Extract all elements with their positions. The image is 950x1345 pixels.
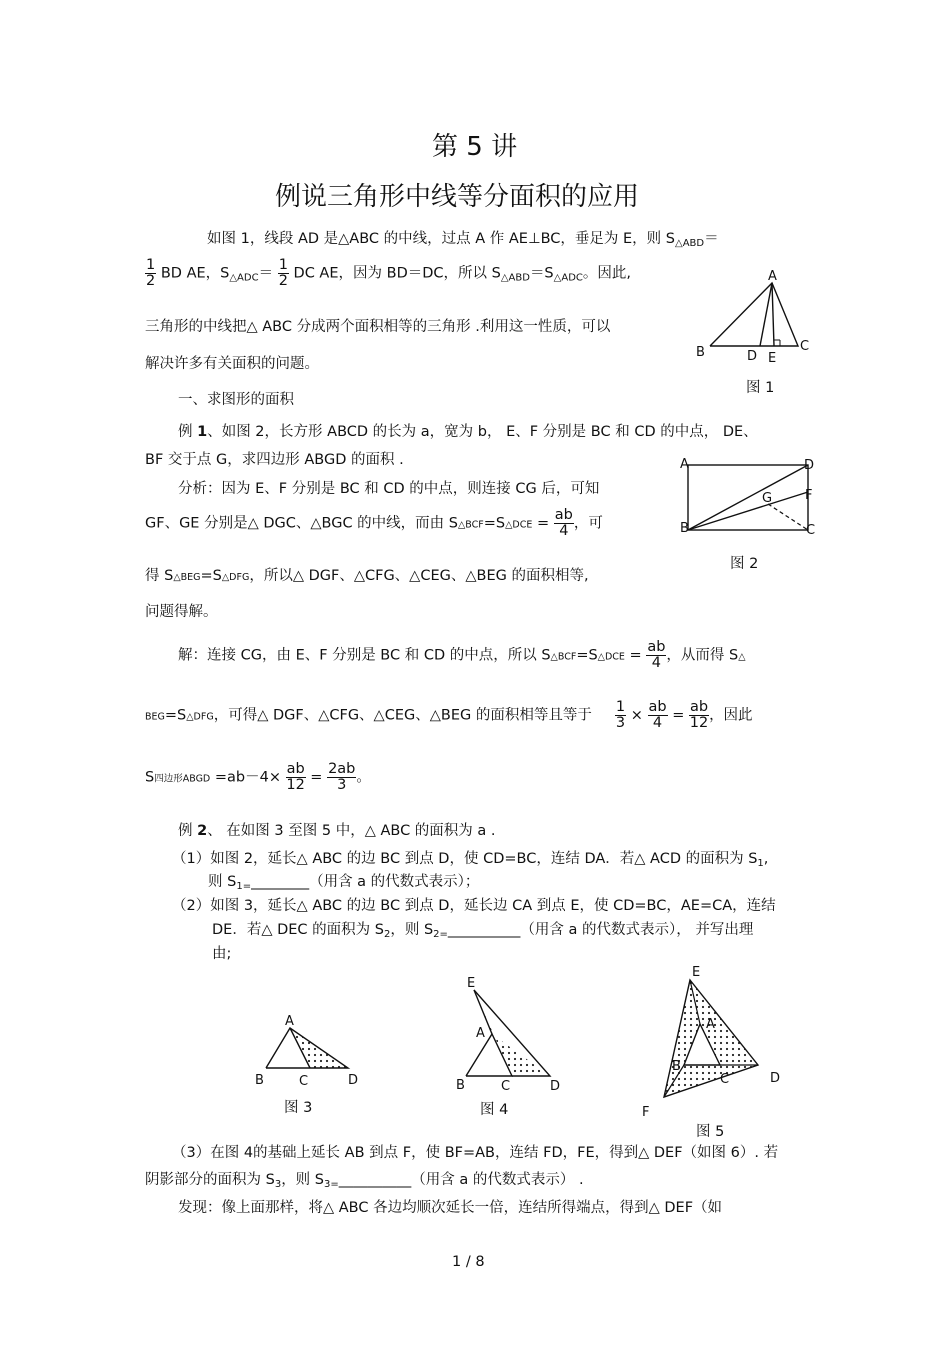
page-number: 1 / 8: [452, 1254, 485, 1270]
analysis-line-2: GF、GE 分别是△ DGC、△BGC 的中线，而由 S△BCF=S△DCE = $\frac{ab}{4}$ ，可: [145, 507, 603, 540]
fig1-label-A: A: [768, 269, 777, 284]
intro-line-2: $\frac{1}{2}$ BD AE，$S_{\triangle ADC}=$ $\frac{1}{2}$ DC AE，因为 BD＝DC，所以 $S_{\triangle ABD}=S_{\triangle ADC}$。因此,: [146, 257, 631, 290]
figure-1-caption: 图 1: [746, 380, 775, 396]
fig1-label-E: E: [768, 351, 777, 366]
figure-5-caption: 图 5: [696, 1124, 725, 1140]
fig5-label-B: B: [672, 1059, 681, 1074]
fig1-label-D: D: [747, 349, 758, 364]
fraction-ab-over-12: $\frac{ab}{12}$: [286, 761, 305, 794]
question-1-line-1: （1）如图 2，延长△ ABC 的边 BC 到点 D，使 CD=BC，连结 DA．若△ ACD 的面积为 $S_1$,: [172, 851, 769, 869]
fig5-label-E: E: [692, 965, 701, 980]
example-1-line-2: BF 交于点 G，求四边形 ABGD 的面积 .: [145, 452, 404, 468]
fraction-ab-over-4: $\frac{ab}{4}$: [648, 699, 667, 732]
figure-4-caption: 图 4: [480, 1102, 509, 1118]
question-2-line-3: 由;: [212, 946, 232, 962]
fig2-label-F: F: [805, 488, 813, 503]
fig2-label-G: G: [762, 491, 773, 506]
example-2-line-1: 例 2、 在如图 3 至图 5 中，△ ABC 的面积为 a .: [178, 823, 496, 839]
figure-2: [678, 452, 828, 552]
fig5-label-A: A: [706, 1017, 715, 1032]
figure-3-caption: 图 3: [284, 1100, 313, 1116]
fig2-label-D: D: [804, 458, 815, 473]
figure-1: [690, 268, 820, 368]
solution-line-3: S四边形ABGD =ab－4× $\frac{ab}{12}$ = $\frac{2ab}{3}$ 。: [145, 761, 371, 794]
fig4-label-E: E: [467, 976, 476, 991]
question-3-line-2: 阴影部分的面积为 $S_3$，则 $S_{3=}\_\_\_\_\_\_\_\_\_\_$（用含 a 的代数式表示） .: [145, 1172, 584, 1190]
fig5-label-F: F: [642, 1105, 650, 1120]
figure-4: [452, 972, 572, 1102]
analysis-line-4: 问题得解。: [145, 604, 218, 620]
lecture-number: 第 5 讲: [432, 132, 518, 162]
intro-line-3: 三角形的中线把△ ABC 分成两个面积相等的三角形 .利用这一性质，可以: [145, 319, 611, 335]
discovery-line: 发现：像上面那样，将△ ABC 各边均顺次延长一倍，连结所得端点，得到△ DEF（如: [178, 1200, 723, 1216]
question-3-line-1: （3）在图 4的基础上延长 AB 到点 F，使 BF=AB，连结 FD，FE，得到△ DEF（如图 6）. 若: [172, 1145, 779, 1161]
fig3-label-C: C: [299, 1074, 309, 1089]
fraction-2ab-over-3: $\frac{2ab}{3}$: [328, 761, 356, 794]
fig5-label-C: C: [720, 1072, 730, 1087]
fig4-label-D: D: [550, 1079, 561, 1094]
question-1-line-2: 则 $S_{1=}\_\_\_\_\_\_\_\_$（用含 a 的代数式表示）；: [208, 874, 480, 892]
intro-line-1: 如图 1，线段 AD 是△ABC 的中线，过点 A 作 AE⊥BC，垂足为 E，则 $S_{\triangle ABD}=$: [207, 231, 719, 249]
half-fraction: $\frac{1}{2}$: [146, 257, 156, 290]
fig5-label-D: D: [770, 1071, 781, 1086]
fig1-label-C: C: [800, 339, 810, 354]
fraction-ab-over-4: $\frac{ab}{4}$: [647, 639, 666, 672]
fig1-label-B: B: [696, 345, 705, 360]
fig3-label-B: B: [255, 1073, 264, 1088]
fig3-label-A: A: [285, 1014, 294, 1029]
solution-line-2: BEG=S△DFG，可得△ DGF、△CFG、△CEG、△BEG 的面积相等且等于 $\frac{1}{3}$ × $\frac{ab}{4}$ = $\frac{ab}{12}$ ，因此: [145, 699, 753, 732]
fig3-label-D: D: [348, 1073, 359, 1088]
example-1-line-1: 例 1、如图 2，长方形 ABCD 的长为 a，宽为 b， E、F 分别是 BC 和 CD 的中点， DE、: [178, 424, 758, 440]
fig2-label-A: A: [680, 457, 689, 472]
fig2-label-B: B: [680, 521, 689, 536]
fig4-label-B: B: [456, 1078, 465, 1093]
analysis-line-1: 分析：因为 E、F 分别是 BC 和 CD 的中点，则连接 CG 后，可知: [178, 481, 600, 497]
intro-line-4: 解决许多有关面积的问题。: [145, 356, 319, 372]
figure-5: [640, 962, 790, 1120]
fraction-ab-over-12: $\frac{ab}{12}$: [689, 699, 709, 732]
fig2-label-C: C: [806, 523, 816, 538]
page-title: 例说三角形中线等分面积的应用: [275, 182, 640, 212]
fig4-label-A: A: [476, 1026, 485, 1041]
question-2-line-1: （2）如图 3，延长△ ABC 的边 BC 到点 D，延长边 CA 到点 E，使 CD=BC，AE=CA，连结: [172, 898, 776, 914]
fraction-ab-over-4: $\frac{ab}{4}$: [554, 507, 573, 540]
half-fraction: $\frac{1}{2}$: [278, 257, 288, 290]
question-2-line-2: DE．若△ DEC 的面积为 $S_2$，则 $S_{2=}\_\_\_\_\_\_\_\_\_\_$（用含 a 的代数式表示）， 并写出理: [212, 922, 754, 940]
solution-line-1: 解：连接 CG，由 E、F 分别是 BC 和 CD 的中点，所以 S△BCF=S△DCE = $\frac{ab}{4}$ ，从而得 S△: [178, 639, 746, 672]
analysis-line-3: 得 S△BEG=S△DFG，所以△ DGF、△CFG、△CEG、△BEG 的面积相等,: [145, 568, 589, 584]
fig4-label-C: C: [501, 1079, 511, 1094]
section-heading: 一、求图形的面积: [178, 392, 294, 408]
fraction-1-over-3: $\frac{1}{3}$: [615, 699, 626, 732]
figure-2-caption: 图 2: [730, 556, 759, 572]
